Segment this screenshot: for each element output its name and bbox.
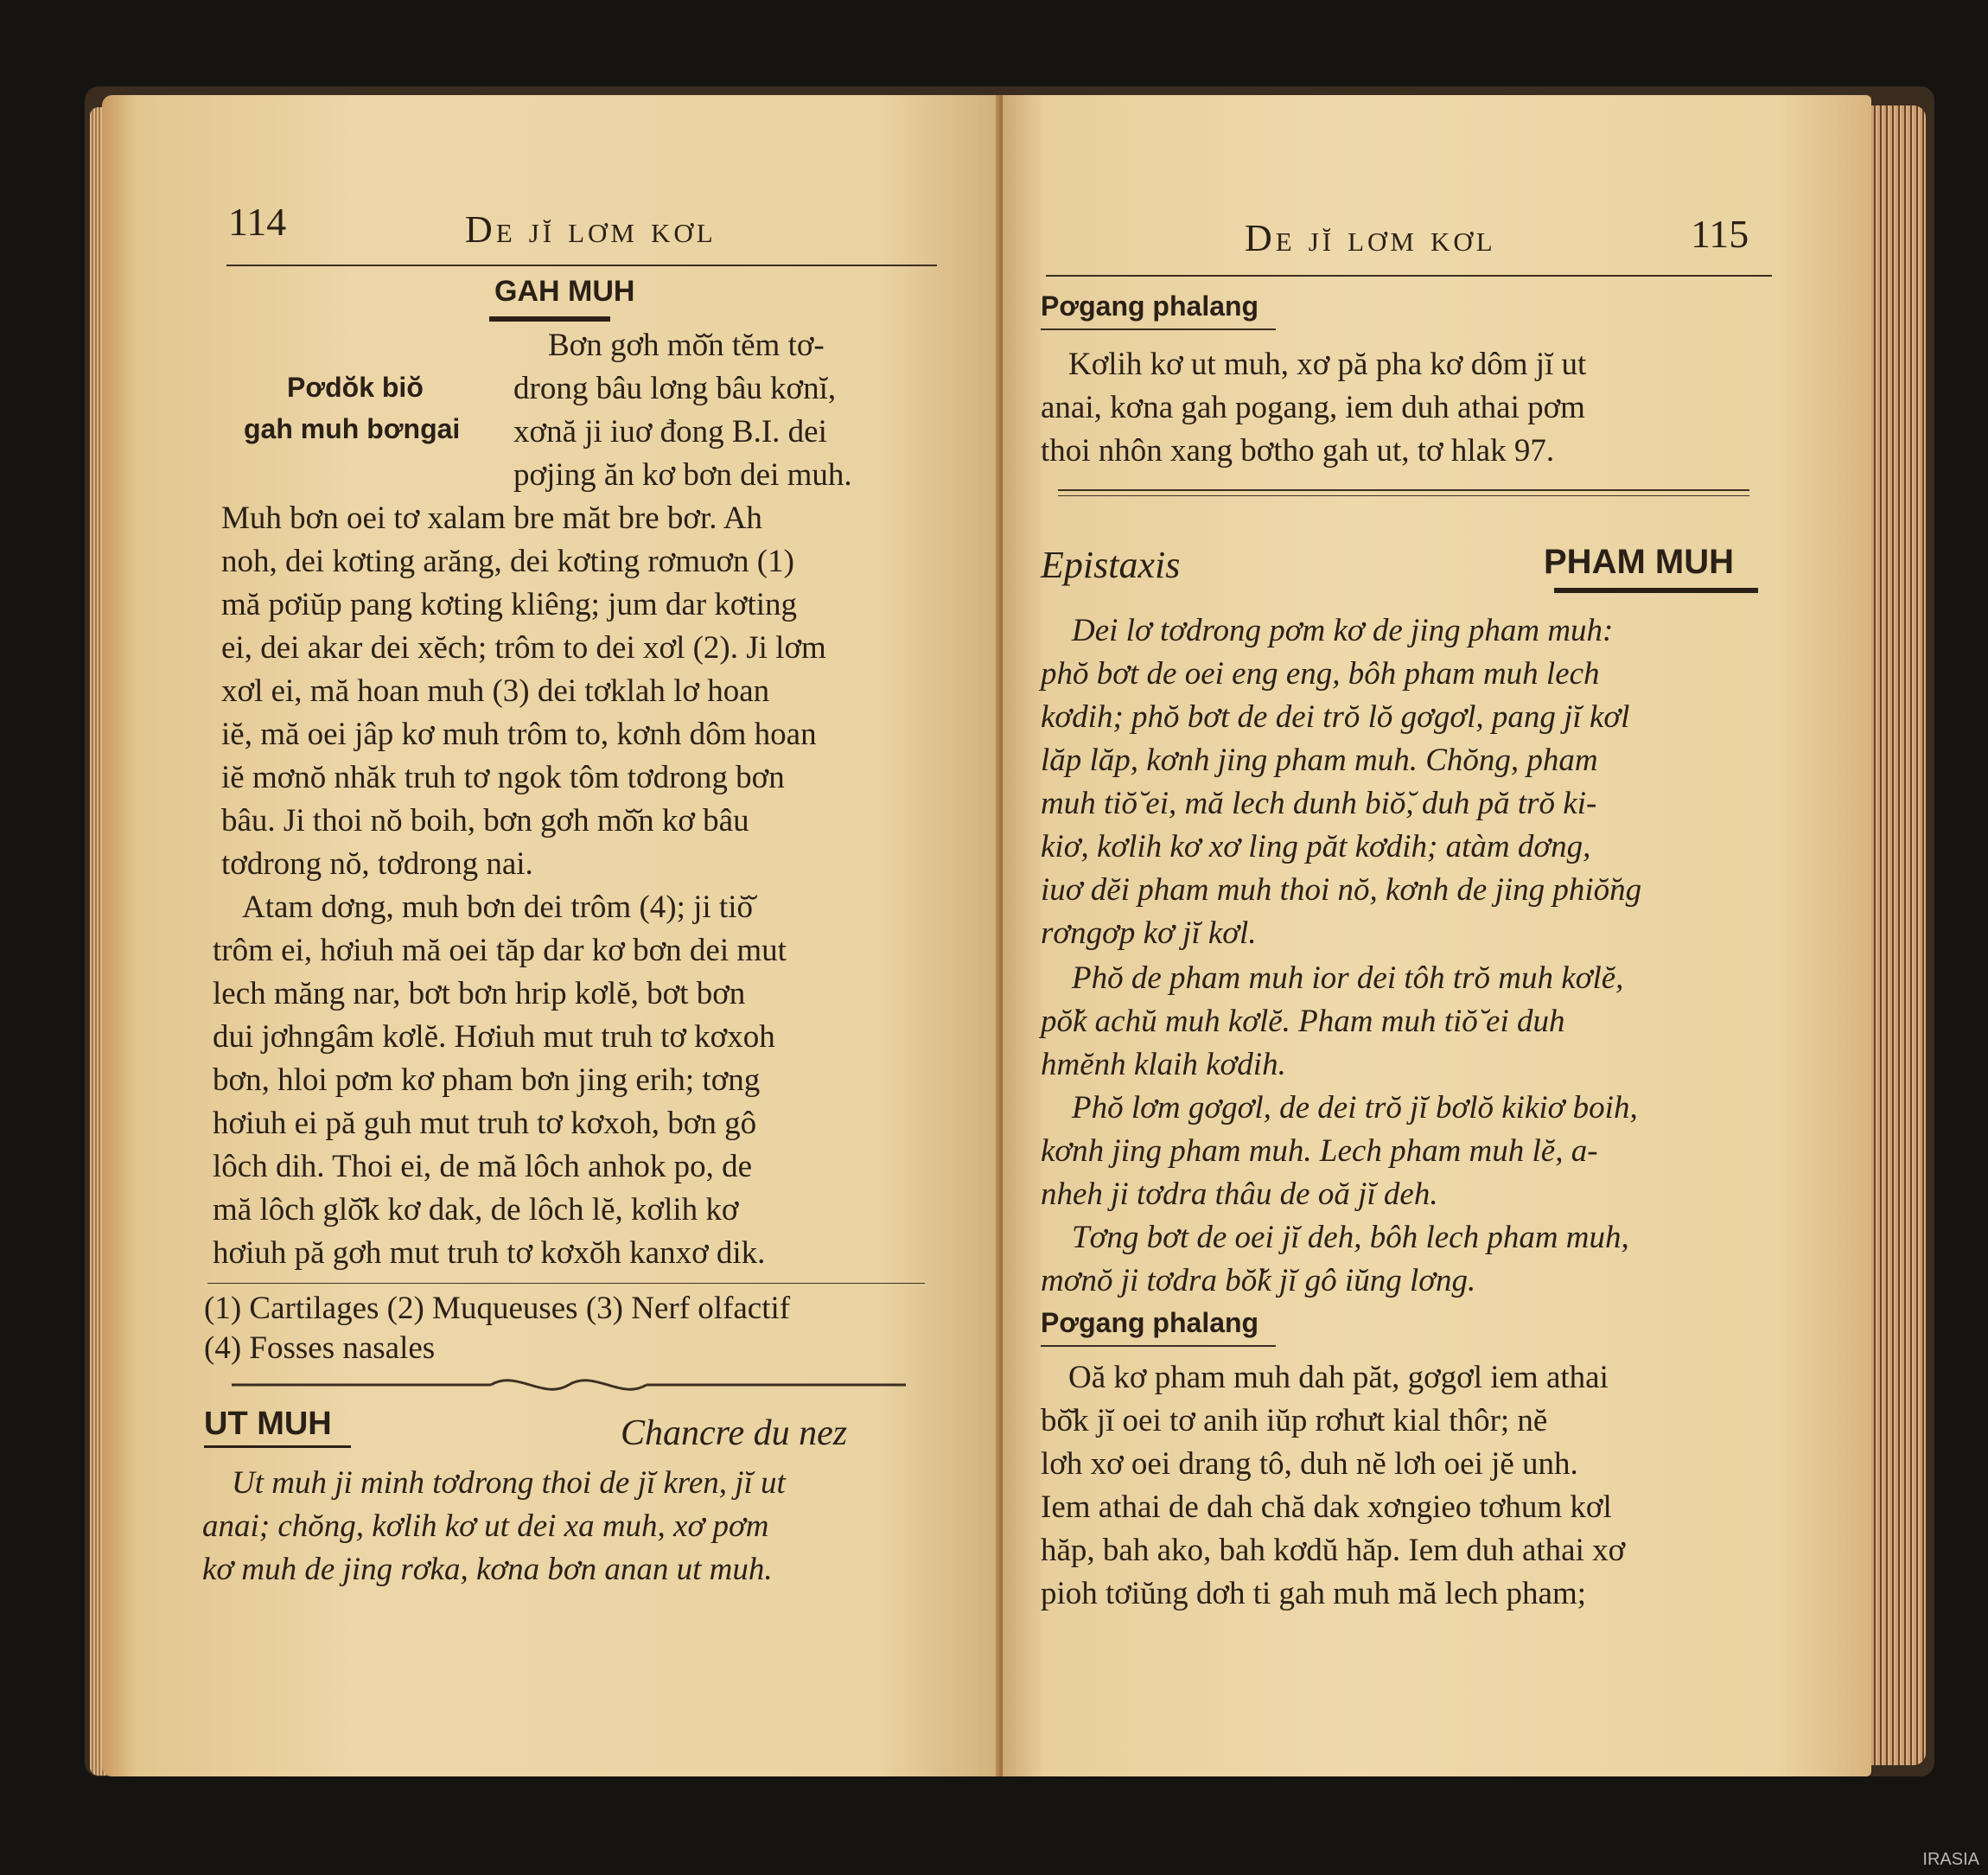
para1-line: Muh bơn oei tơ xalam bre măt bre bơr. Ah: [221, 501, 762, 536]
sub2-line: Iem athai de dah chă dak xơngieo tơhum kơl: [1041, 1489, 1612, 1525]
intro-line: Bơn gơh mŏ̆n tĕm tơ-: [548, 328, 825, 363]
french-title: Epistaxis: [1041, 544, 1181, 586]
para1-line: kơdih; phŏ bơt de dei trŏ lŏ gơgơl, pang jĭ kơl: [1041, 699, 1630, 735]
para2-line: Phŏ de pham muh ior dei tôh trŏ muh kơlĕ,: [1072, 960, 1624, 996]
para3-line: Phŏ lơm gơgơl, de dei trŏ jĭ bơlŏ kikiơ boih,: [1072, 1090, 1638, 1126]
section2-line: kơ muh de jing rơka, kơna bơn anan ut muh.: [202, 1552, 773, 1587]
sub2-line: pioh tơiŭng dơh ti gah muh mă lech pham;: [1041, 1576, 1587, 1611]
para1-line: iĕ, mă oei jâp kơ muh trôm to, kơnh dôm hoan: [221, 717, 817, 752]
section2-line: Ut muh ji minh tơdrong thoi de jĭ kren, jĭ ut: [232, 1465, 786, 1501]
para1-line: rơngơp kơ jĭ kơl.: [1041, 915, 1257, 951]
section2-french: Chancre du nez: [621, 1413, 848, 1453]
para1-line: kiơ, kơlih kơ xơ ling păt kơdih; atàm dơng,: [1041, 829, 1591, 864]
footnote-rule: [207, 1283, 925, 1284]
para2-line: Atam dơng, muh bơn dei trôm (4); ji tiŏ̆: [242, 890, 753, 925]
section2-underline: [204, 1445, 351, 1448]
para1-line: muh tiŏ̆ ei, mă lech dunh biŏ̆, duh pă trŏ ki-: [1041, 786, 1597, 821]
sub2-line: Oă kơ pham muh dah păt, gơgơl iem athai: [1068, 1360, 1609, 1395]
para2-line: hơiuh ei pă guh mut truh tơ kơxoh, bơn gô: [213, 1106, 757, 1141]
para2-line: bơn, hloi pơm kơ pham bơn jing erih; tơng: [213, 1062, 761, 1098]
section2-title: UT MUH: [204, 1406, 332, 1442]
footnote-line: (1) Cartilages (2) Muqueuses (3) Nerf olfactif: [204, 1291, 791, 1326]
ornament-divider: [232, 1368, 906, 1402]
para2-line: hmĕnh klaih kơdih.: [1041, 1047, 1286, 1082]
sub2-underline: [1041, 1345, 1276, 1347]
para4-line: Tơng bơt de oei jĭ deh, bôh lech pham muh,: [1072, 1220, 1629, 1255]
page-edges-right: [1865, 105, 1926, 1765]
para2-line: hơiuh pă gơh mut truh tơ kơxŏh kanxơ dik.: [213, 1235, 766, 1271]
right-page: [1003, 95, 1871, 1776]
section-title: GAH MUH: [494, 275, 635, 308]
side-label-line: Pơdŏ̆k biŏ̆: [287, 372, 424, 403]
intro-line: xơnă ji iuơ đong B.I. dei: [513, 414, 827, 450]
header-rule: [226, 265, 937, 266]
para1-line: xơl ei, mă hoan muh (3) dei tơklah lơ hoan: [221, 673, 770, 709]
running-head: De jĭ lơm kơl: [1245, 217, 1496, 259]
left-page: [102, 95, 1010, 1776]
para1-line: ei, dei akar dei xĕch; trôm to dei xơl (2). Ji lơm: [221, 630, 826, 666]
para2-line: lech măng nar, bơt bơn hrip kơlĕ, bơt bơn: [213, 976, 746, 1011]
watermark: IRASIA: [1922, 1850, 1979, 1869]
sub2-line: bŏ̆k jĭ oei tơ anih iŭp rơhưt kial thôr; nĕ: [1041, 1403, 1548, 1438]
para3-line: nheh ji tơdra thâu de oă jĭ deh.: [1041, 1177, 1438, 1212]
para2-line: trôm ei, hơiuh mă oei tăp dar kơ bơn dei mut: [213, 933, 787, 968]
section2-line: anai; chŏng, kơlih kơ ut dei xa muh, xơ pơm: [202, 1508, 769, 1544]
section-title-underline: [489, 316, 610, 322]
header-rule: [1046, 275, 1772, 277]
para1-line: noh, dei kơting arăng, dei kơting rơmuơn (1): [221, 544, 794, 579]
sub1-line: Kơlih kơ ut muh, xơ pă pha kơ dôm jĭ ut: [1068, 347, 1587, 382]
intro-line: pơjing ăn kơ bơn dei muh.: [513, 457, 852, 493]
page-number: 115: [1691, 212, 1749, 256]
section-title: PHAM MUH: [1544, 543, 1734, 581]
footnote-line: (4) Fosses nasales: [204, 1330, 436, 1366]
para2-line: mă lôch glŏ̆k kơ dak, de lôch lĕ, kơlih kơ: [213, 1192, 739, 1228]
para4-line: mơnŏ ji tơdra bŏ̆k jĭ gô iŭng lơng.: [1041, 1263, 1476, 1298]
sub2-title: Pơgang phalang: [1041, 1307, 1259, 1338]
para1-line: Dei lơ tơdrong pơm kơ de jing pham muh:: [1072, 613, 1614, 648]
para3-line: kơnh jing pham muh. Lech pham muh lĕ, a-: [1041, 1133, 1598, 1169]
running-head: De jĭ lơm kơl: [465, 208, 717, 251]
para1-line: iĕ mơnŏ nhăk truh tơ ngok tôm tơdrong bơn: [221, 760, 785, 795]
intro-line: drong bâu lơng bâu kơnĭ,: [513, 371, 837, 406]
section-title-underline: [1554, 588, 1758, 593]
sub2-line: lơh xơ oei drang tô, duh nĕ lơh oei jĕ unh.: [1041, 1446, 1578, 1482]
para1-line: bâu. Ji thoi nŏ boih, bơn gơh mŏ̆n kơ bâu: [221, 803, 749, 839]
para1-line: lăp lăp, kơnh jing pham muh. Chŏng, pham: [1041, 743, 1598, 778]
para1-line: tơdrong nŏ, tơdrong nai.: [221, 846, 533, 882]
sub1-underline: [1041, 328, 1276, 330]
para1-line: iuơ dĕi pham muh thoi nŏ, kơnh de jing phiŏ̆ng: [1041, 872, 1642, 908]
sub1-title: Pơgang phalang: [1041, 290, 1259, 322]
para2-line: lôch dih. Thoi ei, de mă lôch anhok po, de: [213, 1149, 753, 1184]
para1-line: mă pơiŭp pang kơting kliêng; jum dar kơting: [221, 587, 798, 622]
sub1-line: thoi nhôn xang bơtho gah ut, tơ hlak 97.: [1041, 433, 1555, 469]
page-number: 114: [228, 200, 287, 244]
sub2-line: hăp, bah ako, bah kơdŭ hăp. Iem duh athai xơ: [1041, 1533, 1626, 1568]
side-label-line: gah muh bơngai: [244, 413, 461, 444]
sub1-line: anai, kơna gah pogang, iem duh athai pơm: [1041, 390, 1585, 425]
para2-line: dui jơhngâm kơlĕ. Hơiuh mut truh tơ kơxoh: [213, 1019, 775, 1055]
para1-line: phŏ bơt de oei eng eng, bôh pham muh lech: [1041, 656, 1600, 692]
para2-line: pŏ̆k achŭ muh kơlĕ. Pham muh tiŏ̆ ei duh: [1041, 1004, 1565, 1039]
section-divider: [1058, 489, 1749, 496]
